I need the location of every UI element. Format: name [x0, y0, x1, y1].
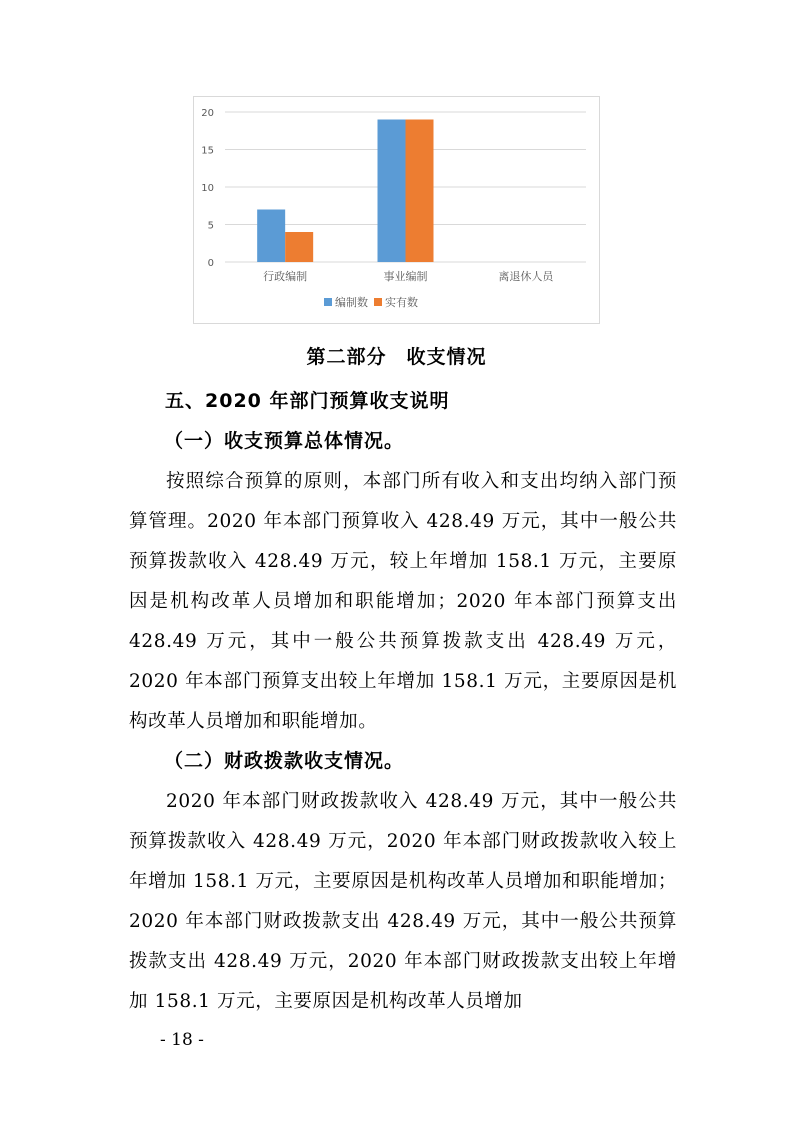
legend-label: 实有数: [385, 296, 418, 309]
y-tick-label: 20: [201, 108, 214, 119]
legend-swatch: [374, 298, 382, 306]
paragraph-two: 2020 年本部门财政拨款收入 428.49 万元，其中一般公共预算拨款收入 428.49 万元，2020 年本部门财政拨款收入较上年增加 158.1 万元，主要原因是机构改革人员增加和职能增加；2020 年本部门财政拨款支出 428.49 万元，其中一般公共预算拨款支出 428.49 万元，2020 年本部门财政拨款支出较上年增加 158.1 万元，主要原因是机构改革人员增加: [129, 791, 677, 1012]
bar: [406, 120, 434, 263]
y-tick-label: 10: [201, 183, 214, 194]
y-tick-label: 0: [207, 258, 214, 269]
x-category-label: 事业编制: [383, 270, 428, 283]
chart-canvas: [194, 97, 599, 323]
paragraph-one: 按照综合预算的原则，本部门所有收入和支出均纳入部门预算管理。2020 年本部门预算收入 428.49 万元，其中一般公共预算拨款收入 428.49 万元，较上年增加 158.1 万元，主要原因是机构改革人员增加和职能增加；2020 年本部门预算支出 428.49 万元，其中一般公共预算拨款支出 428.49 万元，2020 年本部门预算支出较上年增加 158.1 万元，主要原因是机构改革人员增加和职能增加。: [129, 471, 677, 732]
y-tick-label: 5: [207, 220, 214, 232]
bar: [378, 120, 406, 263]
x-category-label: 离退休人员: [498, 270, 554, 283]
page-number: - 18 -: [160, 1030, 204, 1050]
heading-one: （一）收支预算总体情况。: [164, 430, 405, 452]
x-category-label: 行政编制: [263, 270, 308, 283]
section-title: 第二部分 收支情况: [306, 346, 487, 368]
legend-swatch: [324, 298, 332, 306]
bar: [285, 232, 313, 262]
y-tick-label: 15: [201, 145, 214, 157]
staff-bar-chart: [193, 96, 600, 324]
legend-label: 编制数: [335, 296, 368, 309]
heading-five: 五、2020 年部门预算收支说明: [165, 390, 450, 412]
bar: [257, 210, 285, 263]
heading-two: （二）财政拨款收支情况。: [164, 750, 405, 772]
